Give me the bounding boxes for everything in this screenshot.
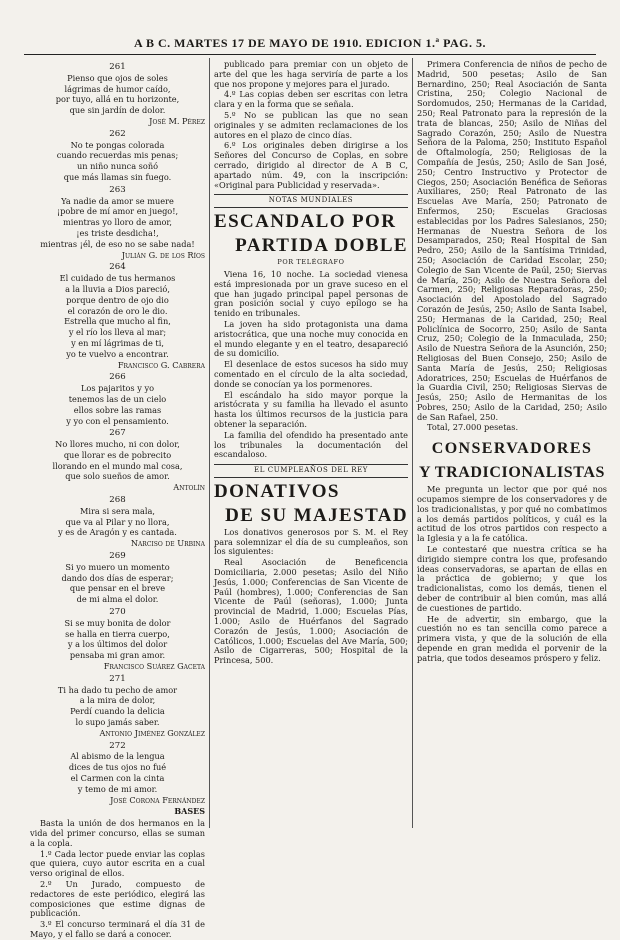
copla-block (30, 186, 205, 261)
headline-escandalo-line2: PARTIDA DOBLE (235, 235, 408, 257)
copla-block (30, 675, 205, 739)
copla-line: Mira si sera mala, (79, 505, 155, 516)
copla-line: yo te vuelvo a encontrar. (66, 348, 169, 359)
copla-line: ellos sobre las ramas (73, 404, 162, 415)
copla-number: 269 (109, 551, 126, 562)
copla-line: y a los últimos del dolor (67, 639, 168, 650)
conservadores-paragraph: He de advertir, sin embargo, que la cuestión no es tan sencilla como parece a primera vista, y que de la solución de ella depende en gran medida el porvenir de la patria, que todos deseamos próspero y feliz. (417, 613, 607, 663)
headline-escandalo-line1: ESCANDALO POR (214, 211, 397, 233)
copla-line: y en mí lágrimas de ti, (71, 337, 164, 348)
copla-line: mientras ¡él, de eso no se sabe nada! (40, 238, 195, 249)
copla-line: el Carmen con la cinta (70, 773, 165, 783)
headline-conservadores-line2: Y TRADICIONALISTAS (418, 464, 606, 482)
column-2-news (214, 60, 408, 667)
copla-line: Al abismo de la lengua (70, 751, 165, 762)
copla-line: llorando en el mundo mal cosa, (52, 460, 183, 471)
copla-author: José Corona Fernández (110, 794, 205, 805)
copla-block (30, 263, 205, 316)
copla-line: mientras yo lloro de amor, (62, 217, 173, 228)
copla-number: 263 (109, 184, 126, 195)
headline-donativos-line2: DE SU MAJESTAD (225, 504, 408, 526)
copla-number: 271 (109, 673, 126, 684)
dateline: POR TELÉGRAFO (277, 258, 345, 267)
copla-number: 261 (109, 62, 126, 72)
copla-line: pensaba mi gran amor. (69, 650, 166, 661)
bases-paragraph: 3.º El concurso terminará el día 31 de Mayo, y el fallo se dará a conocer. (30, 919, 205, 939)
copla-line: y temo de mi amor. (77, 783, 158, 794)
copla-number: 264 (109, 262, 126, 273)
copla-line: que pensar en el breve (69, 583, 166, 594)
copla-number: 266 (109, 372, 126, 383)
copla-line: Ti ha dado tu pecho de amor (57, 684, 178, 695)
copla-block (30, 373, 205, 426)
copla-block (30, 496, 205, 549)
story-paragraph: El desenlace de estos sucesos ha sido muy comentado en el círculo de la alta sociedad, donde se conocían ya los pormenores. (214, 359, 408, 389)
copla-line: dices de tus ojos no fué (68, 762, 167, 773)
copla-line: un niño nunca soñó (76, 161, 159, 172)
copla-line: y el río los lleva al mar; (68, 327, 167, 338)
intro-paragraph: publicado para premiar con un objeto de arte del que les haga serviría de parte a los que nos propone y mejores para el jurado. (214, 59, 408, 89)
copla-number: 262 (109, 128, 126, 139)
copla-number: 267 (109, 428, 126, 439)
copla-line: El cuidado de tus hermanos (59, 273, 176, 284)
copla-line: ¡pobre de mí amor en juego!, (56, 206, 179, 217)
column-divider-1 (209, 58, 210, 828)
copla-block (30, 63, 205, 127)
copla-line: el corazón de oro le dio. (67, 305, 168, 316)
copla-author: Francisco Suárez Gaceta (103, 661, 205, 672)
copla-line: tenemos las de un cielo (68, 393, 167, 404)
conservadores-paragraph: Me pregunta un lector que por qué nos ocupamos siempre de los conservadores y de los tradicionalistas, y por qué no combatimos a los demás partidos políticos, y cuál es la actitud de los otros partidos con respecto a la Iglesia y a la fe católica. (417, 484, 607, 544)
bases-paragraph: 2.º Un Jurado, compuesto de redactores de este periódico, elegirá las composiciones que estime dignas de publicación. (30, 878, 205, 919)
copla-line: Los pajaritos y yo (80, 383, 155, 394)
copla-line: por tuyo, allá en tu horizonte, (55, 94, 180, 105)
copla-line: ¡es triste desdicha!, (76, 227, 159, 238)
donations-list-paragraph: Total, 27.000 pesetas. (427, 422, 519, 433)
intro-paragraph: 5.º No se publican las que no sean originales y se admiten reclamaciones de los autores en el plazo de cinco días. (214, 109, 408, 140)
copla-line: Pienso que ojos de soles (67, 72, 168, 83)
copla-number: 272 (109, 740, 126, 751)
copla-line: lágrimas de humor caído, (64, 83, 171, 94)
bases-paragraph: Basta la unión de dos hermanos en la vida del primer concurso, ellas se suman a la copla. (30, 818, 205, 848)
intro-paragraph: 6.º Los originales deben dirigirse a los Señores del Concurso de Coplas, en sobre cerrado, dirigido al director de A B C, apartado núm. 49, con la inscripción: «Original para Publicidad y reservada». (214, 140, 408, 190)
copla-author: Antolín (173, 482, 205, 493)
intro-paragraph: 4.º Las copias deben ser escritas con letra clara y en la forma que se señala. (214, 89, 408, 110)
copla-line: Ya nadie da amor se muere (61, 195, 174, 206)
story-paragraph: La familia del ofendido ha presentado ante los tribunales la documentación del escandaloso. (214, 429, 408, 460)
copla-line: que solo sueños de amor. (65, 471, 170, 482)
column-3-news (417, 60, 607, 665)
copla-line: No llores mucho, ni con dolor, (55, 439, 180, 450)
donativos-paragraph: Real Asociación de Beneficencia Domiciliaria, 2.000 pesetas; Asilo del Niño Jesús, 1.000; Conferencias de San Vicente de Paúl (hombres), 1.000; Conferencias de San Vicente de Paúl (señoras), 1.000; Junta provincial de Madrid, 1.000; Escuelas Pías, 1.000; Asilo de Huérfanos del Sagrado Corazón de Jesús, 1.000; Asociación de Católicos, 1.000; Escuelas del Ave María, 500; Asilo de Cigarreras, 500; Hospital de la Princesa, 500. (214, 557, 408, 666)
copla-line: Si yo muero un momento (65, 561, 170, 572)
story-paragraph: El escándalo ha sido mayor porque la aristócrata y su familia ha llevado el asunto hasta los últimos recursos de la justicia para obtener la separación. (214, 389, 408, 429)
masthead: A B C. MARTES 17 DE MAYO DE 1910. EDICION 1.ª PAG. 5. (133, 36, 487, 50)
section-label: NOTAS MUNDIALES (214, 194, 408, 208)
copla-author: Antonio Jiménez González (99, 727, 205, 738)
copla-line: dando dos días de esperar; (61, 572, 174, 583)
copla-block (30, 429, 205, 493)
copla-line: porque dentro de ojo dio (66, 294, 169, 305)
section-label-cumpleanos: EL CUMPLEAÑOS DEL REY (214, 464, 408, 478)
copla-line: que más llamas sin fuego. (63, 171, 172, 182)
conservadores-paragraph: Le contestaré que nuestra crítica se ha dirigido siempre contra los que, profesando ideas conservadoras, se apartan de ellas en la práctica de gobierno; y que los tradicionalistas, como los demás, tienen el deber de contribuir al bien común, mas allá de cuestiones de partido. (417, 544, 607, 613)
bases-title: BASES (174, 806, 205, 817)
copla-author: Julián G. de los Ríos (121, 249, 205, 260)
bases-paragraph: 1.º Cada lector puede enviar las coplas que quiera, cuyo autor escrita en a cual verso original de ellos. (30, 848, 205, 879)
column-divider-2 (412, 58, 413, 828)
copla-line: que llorar es de pobrecito (63, 449, 172, 460)
copla-line: a la mira de dolor, (79, 695, 156, 706)
donativos-paragraph: Los donativos generosos por S. M. el Rey para solemnizar el día de su cumpleaños, son los siguientes: (214, 526, 408, 557)
copla-line: Estrella que mucho al fin, (64, 316, 171, 327)
copla-author: Narciso de Urbina (130, 538, 205, 549)
copla-author: Francisco G. Cabrera (117, 359, 205, 370)
headline-donativos-line1: DONATIVOS (214, 480, 340, 502)
copla-number: 268 (109, 495, 126, 506)
story-paragraph: La joven ha sido protagonista una dama aristocrática, que una noche muy conocida en el mundo elegante y en el teatro, desapareció de su domicilio. (214, 318, 408, 359)
copla-line: que sin jardín de dolor. (69, 105, 166, 116)
copla-line: se halla en tierra cuerpo, (65, 628, 170, 639)
column-1-coplas (30, 60, 205, 939)
copla-line: cuando recuerdas mis penas; (56, 150, 179, 161)
headline-conservadores-line1: CONSERVADORES (431, 440, 593, 458)
copla-block (30, 742, 205, 806)
copla-line: lo supo jamás saber. (75, 717, 160, 728)
copla-author: José M. Pérez (149, 115, 205, 126)
copla-line: a la lluvia a Dios pareció, (65, 283, 170, 294)
donations-list-paragraph: Primera Conferencia de niños de pecho de Madrid, 500 pesetas; Asilo de San Bernardino, 250; Real Asociación de Santa Cristina, 250; Colegio Nacional de Sordomudos, 250; Hermanas de la Caridad, 250; Real Patronato para la represión de la trata de blancas, 250; Asilo de Niñas del Sagrado Corazón, 250; Asilo de Nuestra Señora de la Paloma, 250; Instituto Español de Oftalmología, 250; Religiosas de la Compañía de Jesús, 250; Asilo de San José, 250; Centro Instructivo y Protector de Ciegos, 250; Asociación Benéfica de Señoras Auxiliares, 250; Real Patronato de las Escuelas Ave María, 250; Patronato de Enfermos, 250; Escuelas Graciosas establecidas por los Padres Salesianos, 250; Hermanas de Nuestra Señora de los Desamparados, 250; Real Hospital de San Pedro, 250; Asilo de la Santísima Trinidad, 250; Asociación de Caridad Escolar, 250; Colegio de San Vicente de Paúl, 250; Siervas de María, 250; Asilo de Nuestra Señora del Carmen, 250; Religiosas Reparadoras, 250; Asociación del Apostolado del Sagrado Corazón de Jesús, 250; Asilo de Santa Isabel, 250; Hermanas de la Caridad, 250; Real Policlínica de Socorro, 250; Asilo de Santa Cruz, 250; Colegio de la Inmaculada, 250; Asilo de Nuestra Señora de la Asunción, 250; Religiosas del Buen Consejo, 250; Asilo de Santa María de Jesús, 250; Religiosas Adoratrices, 250; Escuelas de Huérfanos de la Guardia Civil, 250; Religiosas Siervas de Jesús, 250; Asilo de Hermanitas de los Pobres, 250; Asilo de la Caridad, 250; Asilo de San Rafael, 250. (417, 59, 607, 422)
copla-number: 270 (109, 607, 126, 618)
copla-line: que va al Pilar y no llora, (65, 516, 170, 527)
story-paragraph: Viena 16, 10 noche. La sociedad vienesa está impresionada por un grave suceso en el que han jugado principal papel personas de gran posición social y cuyo epílogo se ha tenido en tribunales. (214, 268, 408, 319)
copla-block (30, 552, 205, 605)
copla-line: No te pongas colorada (70, 139, 165, 150)
masthead-rule (24, 54, 596, 55)
copla-line: de mi alma el dolor. (76, 594, 159, 605)
copla-block (30, 317, 205, 370)
copla-line: y yo con el pensamiento. (66, 415, 169, 426)
copla-block (30, 130, 205, 183)
copla-line: y es de Aragón y es cantada. (58, 527, 177, 538)
copla-line: Perdí cuando la delicia (70, 706, 165, 717)
copla-block (30, 608, 205, 672)
copla-line: Si se muy bonita de dolor (64, 617, 171, 628)
